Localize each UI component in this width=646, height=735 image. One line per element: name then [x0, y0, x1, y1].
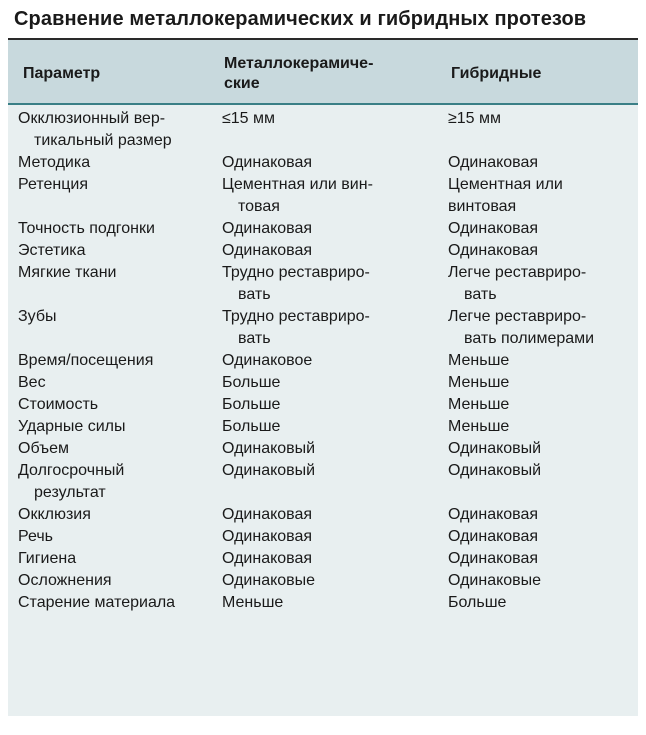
- parameter-cell-line: Точность подгонки: [18, 220, 155, 237]
- hybrid-cell-line: Меньше: [448, 352, 510, 369]
- hybrid-cell-line: Легче реставриро-: [448, 264, 587, 281]
- parameter-cell: [18, 592, 218, 614]
- hybrid-cell: [448, 152, 636, 174]
- metal-ceramic-cell-line: вать: [238, 330, 271, 347]
- parameter-cell-line: Ретенция: [18, 176, 88, 193]
- hybrid-cell: [448, 306, 636, 350]
- parameter-cell: [18, 394, 218, 416]
- metal-ceramic-cell: [222, 592, 444, 614]
- metal-ceramic-cell-line: Одинаковый: [222, 462, 316, 479]
- parameter-cell: [18, 438, 218, 460]
- hybrid-cell: [448, 438, 636, 460]
- table-row: [0, 240, 646, 262]
- hybrid-cell-line: Цементная или: [448, 176, 563, 193]
- metal-ceramic-cell-line: Больше: [222, 396, 281, 413]
- table-row: [0, 152, 646, 174]
- hybrid-cell-line: Одинаковая: [448, 220, 539, 237]
- metal-ceramic-cell: [222, 570, 444, 592]
- parameter-cell-line: Зубы: [18, 308, 57, 325]
- hybrid-cell: [448, 570, 636, 592]
- parameter-cell-line: Старение материала: [18, 594, 176, 611]
- parameter-cell-line: Вес: [18, 374, 46, 391]
- parameter-cell: [18, 526, 218, 548]
- hybrid-cell: [448, 372, 636, 394]
- parameter-cell-line: Время/посещения: [18, 352, 154, 369]
- hybrid-cell-line: Одинаковая: [448, 528, 539, 545]
- metal-ceramic-cell: [222, 526, 444, 548]
- table-row: [0, 350, 646, 372]
- metal-ceramic-cell: [222, 174, 444, 218]
- metal-ceramic-cell-line: Одинаковая: [222, 220, 313, 237]
- hybrid-cell: [448, 174, 636, 218]
- parameter-cell-line: Гигиена: [18, 550, 77, 567]
- header-metal-ceramic-line1: Металлокерамиче-: [224, 55, 374, 72]
- metal-ceramic-cell-line: Одинаковая: [222, 242, 313, 259]
- metal-ceramic-cell: [222, 108, 444, 130]
- parameter-cell-line: Осложнения: [18, 572, 112, 589]
- metal-ceramic-cell-line: Одинаковая: [222, 550, 313, 567]
- hybrid-cell: [448, 460, 636, 482]
- metal-ceramic-cell: [222, 438, 444, 460]
- hybrid-cell: [448, 592, 636, 614]
- metal-ceramic-cell-line: Одинаковые: [222, 572, 316, 589]
- parameter-cell: [18, 416, 218, 438]
- metal-ceramic-cell-line: Больше: [222, 374, 281, 391]
- hybrid-cell-line: Одинаковая: [448, 550, 539, 567]
- parameter-cell-line: Стоимость: [18, 396, 99, 413]
- parameter-cell-line: Окклюзионный вер-: [18, 110, 166, 127]
- table-body: [0, 108, 646, 614]
- metal-ceramic-cell: [222, 152, 444, 174]
- parameter-cell-line: Методика: [18, 154, 91, 171]
- parameter-cell-line: результат: [34, 484, 106, 501]
- hybrid-cell: [448, 416, 636, 438]
- metal-ceramic-cell-line: Одинаковая: [222, 154, 313, 171]
- metal-ceramic-cell-line: Цементная или вин-: [222, 176, 373, 193]
- table-row: [0, 218, 646, 240]
- header-metal-ceramic-line2: ские: [224, 75, 260, 92]
- table-row: [0, 416, 646, 438]
- parameter-cell-line: Мягкие ткани: [18, 264, 117, 281]
- table-row: [0, 526, 646, 548]
- parameter-cell: [18, 218, 218, 240]
- parameter-cell: [18, 350, 218, 372]
- table-row: [0, 438, 646, 460]
- hybrid-cell: [448, 218, 636, 240]
- parameter-cell: [18, 108, 218, 152]
- metal-ceramic-cell: [222, 262, 444, 306]
- table-row: [0, 592, 646, 614]
- header-rule: [8, 103, 638, 105]
- hybrid-cell: [448, 108, 636, 130]
- table-row: [0, 262, 646, 306]
- parameter-cell: [18, 460, 218, 504]
- parameter-cell: [18, 372, 218, 394]
- parameter-cell: [18, 240, 218, 262]
- hybrid-cell: [448, 548, 636, 570]
- parameter-cell-line: Эстетика: [18, 242, 86, 259]
- parameter-cell: [18, 152, 218, 174]
- hybrid-cell: [448, 526, 636, 548]
- table-row: [0, 504, 646, 526]
- parameter-cell: [18, 262, 218, 284]
- table-row: [0, 394, 646, 416]
- metal-ceramic-cell: [222, 504, 444, 526]
- metal-ceramic-cell-line: Одинаковое: [222, 352, 313, 369]
- metal-ceramic-cell-line: Меньше: [222, 594, 284, 611]
- parameter-cell-line: Ударные силы: [18, 418, 126, 435]
- metal-ceramic-cell: [222, 394, 444, 416]
- parameter-cell-line: Долгосрочный: [18, 462, 125, 479]
- hybrid-cell: [448, 240, 636, 262]
- header-parameter: Параметр: [23, 65, 101, 82]
- hybrid-cell: [448, 394, 636, 416]
- table-row: [0, 372, 646, 394]
- table-row: [0, 460, 646, 504]
- metal-ceramic-cell-line: Одинаковая: [222, 528, 313, 545]
- hybrid-cell-line: Одинаковый: [448, 462, 542, 479]
- hybrid-cell-line: Одинаковые: [448, 572, 542, 589]
- hybrid-cell-line: ≥15 мм: [448, 110, 502, 127]
- metal-ceramic-cell: [222, 240, 444, 262]
- hybrid-cell-line: вать: [464, 286, 497, 303]
- hybrid-cell-line: винтовая: [448, 198, 517, 215]
- parameter-cell-line: Речь: [18, 528, 54, 545]
- metal-ceramic-cell-line: вать: [238, 286, 271, 303]
- parameter-cell-line: тикальный размер: [34, 132, 172, 149]
- table-row: [0, 548, 646, 570]
- parameter-cell: [18, 306, 218, 328]
- metal-ceramic-cell: [222, 460, 444, 482]
- hybrid-cell-line: вать полимерами: [464, 330, 595, 347]
- table-row: [0, 306, 646, 350]
- hybrid-cell-line: Одинаковая: [448, 242, 539, 259]
- parameter-cell-line: Объем: [18, 440, 69, 457]
- metal-ceramic-cell: [222, 218, 444, 240]
- metal-ceramic-cell: [222, 350, 444, 372]
- table-row: [0, 570, 646, 592]
- hybrid-cell-line: Больше: [448, 594, 507, 611]
- metal-ceramic-cell-line: товая: [238, 198, 280, 215]
- metal-ceramic-cell-line: Одинаковая: [222, 506, 313, 523]
- hybrid-cell: [448, 504, 636, 526]
- table-title: Сравнение металлокерамических и гибридных протезов: [14, 8, 587, 30]
- hybrid-cell-line: Меньше: [448, 396, 510, 413]
- hybrid-cell-line: Одинаковый: [448, 440, 542, 457]
- metal-ceramic-cell: [222, 306, 444, 350]
- hybrid-cell-line: Меньше: [448, 418, 510, 435]
- metal-ceramic-cell-line: Трудно реставриро-: [222, 264, 370, 281]
- table-row: [0, 174, 646, 218]
- header-metal-ceramic: [224, 54, 424, 94]
- metal-ceramic-cell-line: ≤15 мм: [222, 110, 276, 127]
- hybrid-cell-line: Легче реставриро-: [448, 308, 587, 325]
- metal-ceramic-cell-line: Одинаковый: [222, 440, 316, 457]
- metal-ceramic-cell: [222, 548, 444, 570]
- hybrid-cell: [448, 350, 636, 372]
- parameter-cell: [18, 548, 218, 570]
- parameter-cell: [18, 174, 218, 196]
- metal-ceramic-cell-line: Трудно реставриро-: [222, 308, 370, 325]
- hybrid-cell-line: Одинаковая: [448, 506, 539, 523]
- metal-ceramic-cell-line: Больше: [222, 418, 281, 435]
- metal-ceramic-cell: [222, 416, 444, 438]
- header-hybrid: Гибридные: [451, 65, 542, 82]
- parameter-cell: [18, 570, 218, 592]
- metal-ceramic-cell: [222, 372, 444, 394]
- parameter-cell-line: Окклюзия: [18, 506, 91, 523]
- hybrid-cell: [448, 262, 636, 306]
- parameter-cell: [18, 504, 218, 526]
- hybrid-cell-line: Меньше: [448, 374, 510, 391]
- hybrid-cell-line: Одинаковая: [448, 154, 539, 171]
- table-row: [0, 108, 646, 152]
